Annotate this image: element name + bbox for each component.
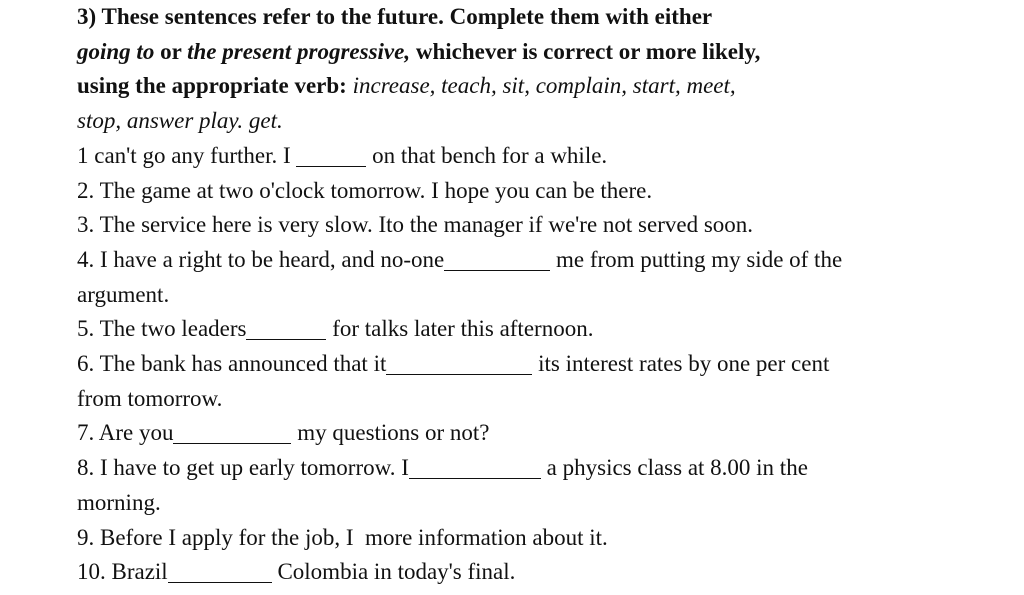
exercise-item-10 [77,555,1007,590]
exercise-item-5 [77,312,1007,347]
item-text: 4. I have a right to be heard, and no-one [77,246,445,272]
exercise-item-8-continued [77,486,1007,521]
item-text: 7. Are you [77,420,174,446]
instruction-rest: whichever is correct or more likely, [410,38,761,64]
item-text: 1 can't go any further. I [77,142,297,168]
exercise-item-7 [77,416,1007,451]
item-text: argument. [77,281,170,307]
item-text: 5. The two leaders [77,316,247,342]
item-text: 3. The service here is very slow. Ito the manager if we're not served soon. [77,212,754,238]
exercise-item-3 [77,208,1007,243]
item-text: on that bench for a while. [366,142,608,168]
instruction-line-3 [77,69,1007,104]
going-to-term: going to [77,38,155,64]
item-text: my questions or not? [291,420,490,446]
answer-blank[interactable] [409,458,541,479]
present-progressive-term: the present progressive, [187,38,411,64]
verb-instruction: using the appropriate verb: [77,73,347,99]
answer-blank[interactable] [173,423,291,444]
item-text: for talks later this afternoon. [326,316,594,342]
exercise-item-6-continued [77,382,1007,417]
item-text: its interest rates by one per cent [532,351,830,377]
answer-blank[interactable] [386,354,532,375]
item-text: Colombia in today's final. [271,559,516,585]
answer-blank[interactable] [444,250,550,271]
item-text: a physics class at 8.00 in the [540,455,808,481]
item-text: 2. The game at two o'clock tomorrow. I hope you can be there. [77,177,653,203]
answer-blank[interactable] [296,146,366,167]
instruction-text: 3) These sentences refer to the future. Complete them with either [77,4,713,29]
instruction-line-2 [77,35,1007,70]
instruction-or: or [154,38,188,64]
item-text: 8. I have to get up early tomorrow. I [77,455,409,481]
exercise-item-4-continued [77,278,1007,313]
exercise-item-8 [77,451,1007,486]
exercise-item-4 [77,243,1007,278]
item-text: 6. The bank has announced that it [77,351,387,377]
exercise-item-2 [77,174,1007,209]
exercise-item-9 [77,521,1007,556]
instruction-line-1 [77,0,1007,35]
item-text: 9. Before I apply for the job, I more information about it. [77,524,608,550]
exercise-item-1 [77,139,1007,174]
answer-blank[interactable] [246,319,326,340]
instruction-line-4 [77,104,1007,139]
item-text: from tomorrow. [77,385,223,411]
verb-list: increase, teach, sit, complain, start, meet, [346,73,736,99]
item-text: 10. Brazil [77,559,168,585]
exercise-page [77,0,1007,590]
answer-blank[interactable] [168,562,272,583]
item-text: morning. [77,489,161,515]
item-text: me from putting my side of the [550,246,843,272]
exercise-item-6 [77,347,1007,382]
verb-list-continued: stop, answer play. get. [77,108,283,134]
